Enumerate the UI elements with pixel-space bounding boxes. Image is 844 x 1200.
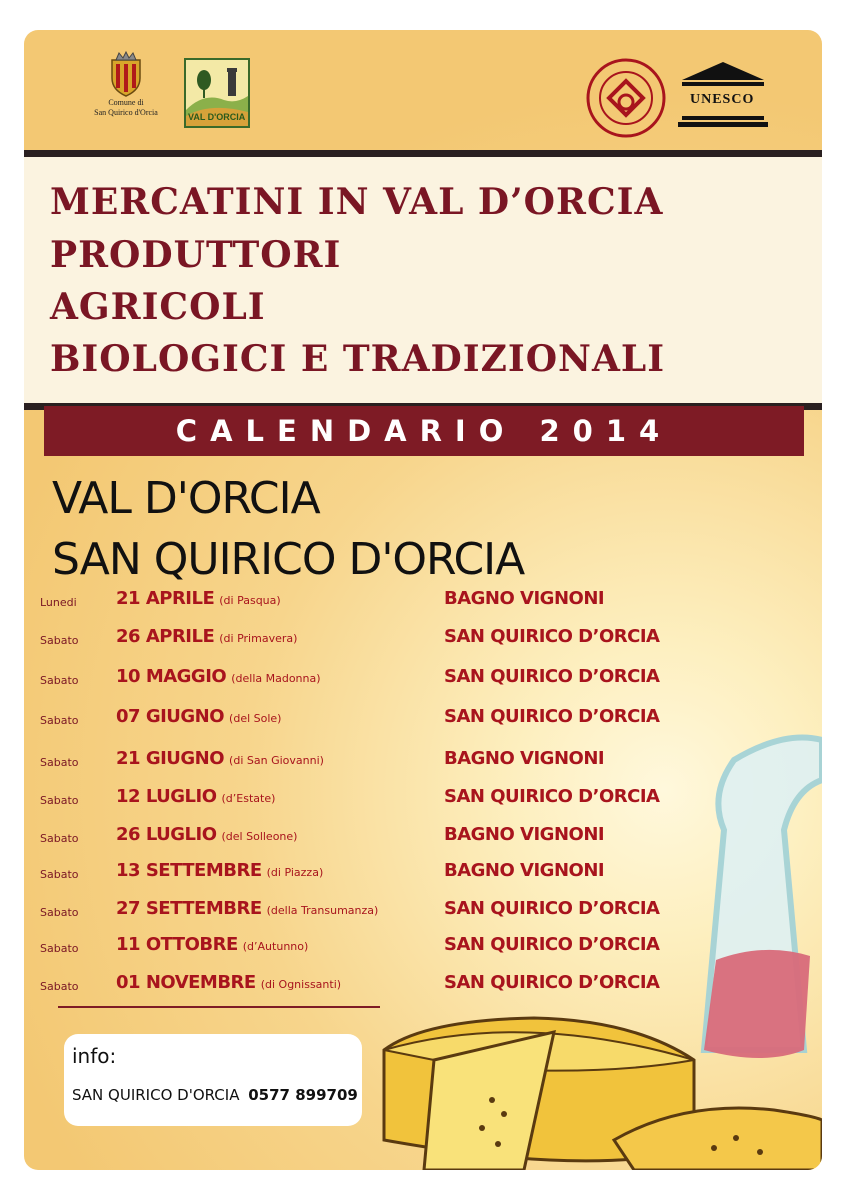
event-day: Sabato (40, 868, 79, 881)
event-place: SAN QUIRICO D’ORCIA (444, 626, 660, 647)
event-date: 26 LUGLIO (116, 824, 217, 845)
event-note: (di San Giovanni) (229, 754, 324, 767)
event-note: (d’Estate) (221, 792, 276, 805)
event-note: (del Sole) (229, 712, 282, 725)
event-day: Sabato (40, 634, 79, 647)
event-place: SAN QUIRICO D’ORCIA (444, 706, 660, 727)
unesco-logo (678, 60, 768, 130)
event-day: Lunedi (40, 596, 77, 609)
event-place: SAN QUIRICO D’ORCIA (444, 666, 660, 687)
event-place: BAGNO VIGNONI (444, 748, 605, 769)
event-date-group (116, 824, 297, 845)
event-day: Sabato (40, 794, 79, 807)
event-date: 21 APRILE (116, 588, 215, 609)
logo-bar (24, 30, 822, 150)
event-row (24, 666, 822, 696)
event-row (24, 860, 822, 890)
info-box (64, 1034, 362, 1126)
event-place: SAN QUIRICO D’ORCIA (444, 786, 660, 807)
title-box (24, 150, 822, 410)
event-date-group (116, 786, 275, 807)
event-date: 21 GIUGNO (116, 748, 225, 769)
event-note: (d’Autunno) (242, 940, 309, 953)
event-date: 26 APRILE (116, 626, 215, 647)
comune-caption-line1: Comune di (108, 98, 144, 107)
title-line-4: BIOLOGICI E TRADIZIONALI (50, 338, 666, 380)
event-note: (della Transumanza) (266, 904, 379, 917)
coat-of-arms-icon (106, 50, 146, 98)
place-title-san-quirico: SAN QUIRICO D'ORCIA (52, 534, 525, 585)
event-row (24, 706, 822, 736)
place-title-val-dorcia: VAL D'ORCIA (52, 473, 320, 524)
event-place: SAN QUIRICO D’ORCIA (444, 898, 660, 919)
event-note: (di Ognissanti) (260, 978, 342, 991)
event-date: 01 NOVEMBRE (116, 972, 256, 993)
world-heritage-logo (584, 56, 668, 140)
event-note: (del Solleone) (221, 830, 298, 843)
event-day: Sabato (40, 832, 79, 845)
event-date-group (116, 626, 297, 647)
event-date: 10 MAGGIO (116, 666, 227, 687)
comune-caption-line2: San Quirico d'Orcia (94, 108, 158, 117)
event-date: 27 SETTEMBRE (116, 898, 262, 919)
event-row (24, 588, 822, 618)
event-row (24, 934, 822, 964)
event-day: Sabato (40, 756, 79, 769)
poster (24, 30, 822, 1170)
event-date-group (116, 972, 341, 993)
event-row (24, 786, 822, 816)
event-date-group (116, 934, 308, 955)
event-place: BAGNO VIGNONI (444, 588, 605, 609)
unesco-wordmark: UNESCO (690, 92, 755, 107)
event-date: 07 GIUGNO (116, 706, 225, 727)
title-line-2: PRODUTTORI (50, 234, 342, 276)
info-town: SAN QUIRICO D'ORCIA (72, 1086, 240, 1104)
event-row (24, 748, 822, 778)
val-dorcia-logo-text: VAL D'ORCIA (188, 112, 246, 122)
info-contact (72, 1086, 358, 1104)
event-note: (della Madonna) (231, 672, 321, 685)
event-date-group (116, 748, 324, 769)
event-day: Sabato (40, 942, 79, 955)
title-line-3: AGRICOLI (50, 286, 266, 328)
event-note: (di Piazza) (266, 866, 324, 879)
event-date: 11 OTTOBRE (116, 934, 238, 955)
event-row (24, 972, 822, 1002)
calendar-banner: CALENDARIO 2014 (44, 406, 804, 456)
event-place: SAN QUIRICO D’ORCIA (444, 972, 660, 993)
info-phone: 0577 899709 (248, 1086, 358, 1104)
event-date-group (116, 706, 281, 727)
event-date: 13 SETTEMBRE (116, 860, 262, 881)
event-row (24, 898, 822, 928)
event-place: BAGNO VIGNONI (444, 860, 605, 881)
list-divider (58, 1006, 380, 1008)
event-day: Sabato (40, 906, 79, 919)
event-day: Sabato (40, 980, 79, 993)
event-date-group (116, 588, 281, 609)
event-date: 12 LUGLIO (116, 786, 217, 807)
val-dorcia-logo (184, 58, 250, 128)
title-line-1: MERCATINI IN VAL D’ORCIA (50, 181, 664, 223)
event-note: (di Primavera) (219, 632, 298, 645)
event-place: BAGNO VIGNONI (444, 824, 605, 845)
event-note: (di Pasqua) (219, 594, 281, 607)
event-day: Sabato (40, 714, 79, 727)
event-date-group (116, 898, 378, 919)
event-date-group (116, 666, 321, 687)
world-heritage-emblem-icon (584, 56, 668, 140)
info-label: info: (72, 1044, 117, 1068)
event-date-group (116, 860, 323, 881)
event-place: SAN QUIRICO D’ORCIA (444, 934, 660, 955)
event-day: Sabato (40, 674, 79, 687)
event-row (24, 824, 822, 854)
comune-logo (84, 50, 168, 118)
event-row (24, 626, 822, 656)
